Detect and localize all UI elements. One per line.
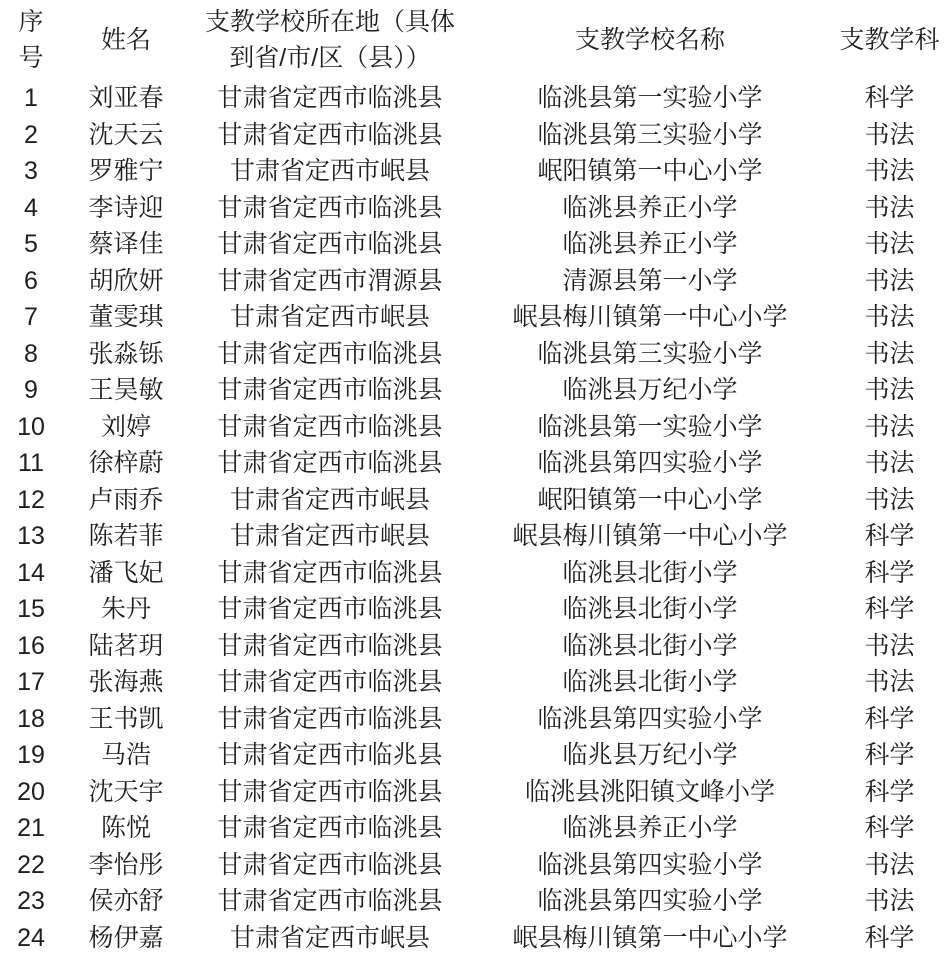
- cell-school: 临洮县万纪小学: [562, 376, 738, 404]
- column-header-subject: [830, 0, 949, 80]
- cell-seq: 12: [17, 485, 45, 514]
- cell-seq: 21: [17, 814, 45, 842]
- cell-school: 临洮县第三实验小学: [537, 120, 763, 149]
- cell-seq: 1: [24, 84, 38, 112]
- cell-subject: 科学: [864, 741, 915, 769]
- cell-school: 临洮县第四实验小学: [537, 449, 763, 477]
- cell-seq: 8: [24, 339, 38, 368]
- cell-location: 甘肃省定西市岷县: [229, 522, 430, 550]
- cell-name: 沈天云: [88, 120, 164, 149]
- cell-school: 临洮县北街小学: [562, 668, 738, 696]
- table-row: [0, 701, 949, 738]
- table-row: [0, 628, 949, 665]
- cell-school: 岷县梅川镇第一中心小学: [512, 923, 788, 952]
- cell-subject: 科学: [864, 777, 915, 806]
- cell-name: 沈天宇: [88, 777, 164, 806]
- cell-seq: 17: [17, 668, 45, 696]
- cell-subject: 书法: [864, 339, 915, 368]
- table-body: [0, 80, 949, 956]
- cell-school: 临兆县万纪小学: [562, 741, 738, 769]
- cell-location: 甘肃省定西市岷县: [229, 303, 430, 331]
- header-row: [0, 0, 949, 80]
- table-row: [0, 591, 949, 628]
- column-header-seq: [0, 0, 62, 80]
- cell-seq: 9: [24, 376, 38, 404]
- cell-name: 王昊敏: [88, 376, 164, 404]
- table-row: [0, 774, 949, 811]
- table-row: [0, 482, 949, 519]
- cell-location: 甘肃省定西市临洮县: [217, 704, 443, 733]
- cell-school: 临洮县北街小学: [562, 631, 738, 660]
- cell-location: 甘肃省定西市岷县: [229, 157, 430, 185]
- cell-location: 甘肃省定西市渭源县: [217, 266, 443, 295]
- column-header-location: [190, 0, 470, 80]
- table-row: [0, 80, 949, 117]
- cell-name: 胡欣妍: [88, 266, 164, 295]
- cell-school: 临洮县北街小学: [562, 558, 738, 587]
- column-header-name: [62, 0, 190, 80]
- cell-subject: 科学: [864, 558, 915, 587]
- cell-subject: 科学: [864, 84, 915, 112]
- cell-name: 张海燕: [88, 668, 164, 696]
- cell-seq: 24: [17, 923, 45, 952]
- cell-location: 甘肃省定西市临洮县: [217, 339, 443, 368]
- cell-name: 张淼铄: [88, 339, 164, 368]
- cell-seq: 15: [17, 595, 45, 623]
- table-row: [0, 299, 949, 336]
- table-row: [0, 153, 949, 190]
- cell-seq: 3: [24, 157, 38, 185]
- cell-subject: 书法: [864, 266, 915, 295]
- cell-location: 甘肃省定西市临洮县: [217, 814, 443, 842]
- cell-location: 甘肃省定西市临洮县: [217, 84, 443, 112]
- cell-school: 岷县梅川镇第一中心小学: [512, 522, 788, 550]
- cell-location: 甘肃省定西市岷县: [229, 923, 430, 952]
- cell-subject: 书法: [864, 120, 915, 149]
- cell-seq: 14: [17, 558, 45, 587]
- cell-location: 甘肃省定西市岷县: [229, 485, 430, 514]
- cell-name: 杨伊嘉: [88, 923, 164, 952]
- column-header-name-label: 姓名: [100, 26, 151, 54]
- cell-name: 陈悦: [100, 814, 151, 842]
- cell-seq: 18: [17, 704, 45, 733]
- table-row: [0, 336, 949, 373]
- column-header-subject-label: 支教学科: [839, 26, 940, 54]
- column-header-school-label: 支教学校名称: [574, 26, 725, 54]
- cell-name: 侯亦舒: [88, 887, 164, 915]
- table-row: [0, 664, 949, 701]
- table-row: [0, 518, 949, 555]
- cell-location: 甘肃省定西市临洮县: [217, 558, 443, 587]
- cell-seq: 7: [24, 303, 38, 331]
- cell-name: 陈若菲: [88, 522, 164, 550]
- cell-subject: 书法: [864, 230, 915, 258]
- cell-subject: 书法: [864, 303, 915, 331]
- table-row: [0, 737, 949, 774]
- cell-subject: 科学: [864, 522, 915, 550]
- cell-location: 甘肃省定西市临洮县: [217, 631, 443, 660]
- cell-seq: 20: [17, 777, 45, 806]
- column-header-location-label: 支教学校所在地（具体到省/市/区（县））: [204, 8, 455, 72]
- cell-seq: 2: [24, 120, 38, 149]
- table-row: [0, 117, 949, 154]
- cell-school: 临洮县养正小学: [562, 814, 738, 842]
- cell-subject: 书法: [864, 485, 915, 514]
- cell-school: 临洮县洮阳镇文峰小学: [524, 777, 775, 806]
- cell-school: 临洮县第四实验小学: [537, 887, 763, 915]
- cell-location: 甘肃省定西市临洮县: [217, 668, 443, 696]
- cell-name: 徐梓蔚: [88, 449, 164, 477]
- cell-subject: 书法: [864, 157, 915, 185]
- cell-location: 甘肃省定西市临洮县: [217, 412, 443, 441]
- cell-name: 刘亚春: [88, 84, 164, 112]
- cell-school: 临洮县第三实验小学: [537, 339, 763, 368]
- cell-name: 卢雨乔: [88, 485, 164, 514]
- cell-seq: 22: [17, 850, 45, 879]
- cell-seq: 19: [17, 741, 45, 769]
- cell-name: 刘婷: [100, 412, 151, 441]
- cell-seq: 4: [24, 193, 38, 222]
- cell-location: 甘肃省定西市临洮县: [217, 193, 443, 222]
- table-row: [0, 409, 949, 446]
- cell-name: 陆茗玥: [88, 631, 164, 660]
- cell-school: 临洮县北街小学: [562, 595, 738, 623]
- table-row: [0, 883, 949, 920]
- cell-school: 岷阳镇第一中心小学: [537, 485, 763, 514]
- cell-seq: 6: [24, 266, 38, 295]
- cell-name: 王书凯: [88, 704, 164, 733]
- table-row: [0, 555, 949, 592]
- cell-seq: 13: [17, 522, 45, 550]
- cell-subject: 书法: [864, 376, 915, 404]
- cell-school: 临洮县养正小学: [562, 193, 738, 222]
- cell-subject: 书法: [864, 412, 915, 441]
- table-row: [0, 920, 949, 957]
- cell-name: 董雯琪: [88, 303, 164, 331]
- cell-school: 临洮县第一实验小学: [537, 412, 763, 441]
- cell-seq: 11: [18, 449, 44, 477]
- table-row: [0, 847, 949, 884]
- table-row: [0, 263, 949, 300]
- cell-subject: 书法: [864, 193, 915, 222]
- cell-location: 甘肃省定西市临洮县: [217, 850, 443, 879]
- cell-name: 李怡彤: [88, 850, 164, 879]
- cell-name: 罗雅宁: [88, 157, 164, 185]
- cell-subject: 科学: [864, 814, 915, 842]
- cell-seq: 16: [17, 631, 45, 660]
- cell-subject: 科学: [864, 704, 915, 733]
- cell-location: 甘肃省定西市临洮县: [217, 376, 443, 404]
- table-row: [0, 810, 949, 847]
- cell-subject: 科学: [864, 923, 915, 952]
- cell-school: 清源县第一小学: [562, 266, 738, 295]
- cell-location: 甘肃省定西市临洮县: [217, 449, 443, 477]
- cell-location: 甘肃省定西市临洮县: [217, 777, 443, 806]
- table-row: [0, 372, 949, 409]
- column-header-school: [470, 0, 830, 80]
- cell-name: 李诗迎: [88, 193, 164, 222]
- cell-school: 临洮县第四实验小学: [537, 704, 763, 733]
- cell-subject: 书法: [864, 631, 915, 660]
- cell-school: 临洮县养正小学: [562, 230, 738, 258]
- cell-name: 朱丹: [100, 595, 151, 623]
- cell-school: 岷阳镇第一中心小学: [537, 157, 763, 185]
- cell-school: 临洮县第四实验小学: [537, 850, 763, 879]
- cell-seq: 5: [24, 230, 38, 258]
- cell-name: 马浩: [100, 741, 151, 769]
- cell-seq: 10: [17, 412, 45, 441]
- column-header-seq-label: 序号: [18, 8, 44, 72]
- cell-subject: 书法: [864, 887, 915, 915]
- cell-subject: 书法: [864, 449, 915, 477]
- table-row: [0, 445, 949, 482]
- cell-name: 蔡译佳: [88, 230, 164, 258]
- cell-subject: 书法: [864, 668, 915, 696]
- cell-location: 甘肃省定西市临洮县: [217, 595, 443, 623]
- cell-location: 甘肃省定西市临洮县: [217, 887, 443, 915]
- cell-location: 甘肃省定西市临洮县: [217, 120, 443, 149]
- cell-subject: 科学: [864, 595, 915, 623]
- cell-school: 临洮县第一实验小学: [537, 84, 763, 112]
- cell-seq: 23: [17, 887, 45, 915]
- cell-name: 潘飞妃: [88, 558, 164, 587]
- cell-location: 甘肃省定西市临洮县: [217, 230, 443, 258]
- cell-school: 岷县梅川镇第一中心小学: [512, 303, 788, 331]
- cell-location: 甘肃省定西市临兆县: [217, 741, 443, 769]
- table-row: [0, 190, 949, 227]
- table-row: [0, 226, 949, 263]
- cell-subject: 书法: [864, 850, 915, 879]
